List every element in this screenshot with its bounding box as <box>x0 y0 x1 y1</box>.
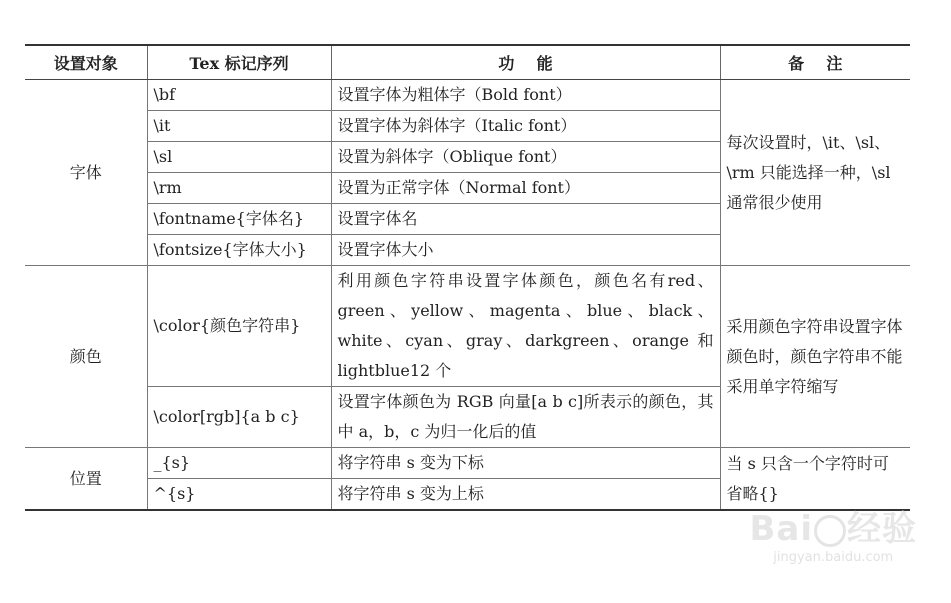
group-label-color: 颜色 <box>25 266 147 448</box>
tex-command: _{s} <box>147 448 331 479</box>
baidu-jingyan-watermark <box>749 501 917 565</box>
group-label-position: 位置 <box>25 448 147 511</box>
tex-command: \color{颜色字符串} <box>147 266 331 387</box>
tex-command: ^{s} <box>147 479 331 511</box>
function-description: 将字符串 s 变为下标 <box>331 448 720 479</box>
header-function: 功 能 <box>331 45 720 80</box>
tex-command: \it <box>147 111 331 142</box>
tex-markup-table <box>25 44 910 511</box>
watermark-logo: Bai 经验 <box>749 509 917 549</box>
watermark-url: jingyan.baidu.com <box>773 550 894 565</box>
group-label-font: 字体 <box>25 80 147 266</box>
group-note-position: 当 s 只含一个字符时可省略{} <box>720 448 910 511</box>
table-row <box>25 80 910 111</box>
group-note-color: 采用颜色字符串设置字体颜色时，颜色字符串不能采用单字符缩写 <box>720 266 910 448</box>
function-description: 设置字体为斜体字（Italic font） <box>331 111 720 142</box>
group-note-font: 每次设置时，\it、\sl、\rm 只能选择一种，\sl 通常很少使用 <box>720 80 910 266</box>
function-description: 设置为斜体字（Oblique font） <box>331 142 720 173</box>
function-description: 将字符串 s 变为上标 <box>331 479 720 511</box>
tex-command: \sl <box>147 142 331 173</box>
function-description: 设置字体为粗体字（Bold font） <box>331 80 720 111</box>
function-description: 利用颜色字符串设置字体颜色，颜色名有red、green、yellow、magenta、blue、black、white、cyan、gray、darkgreen、orange 和 lightblue12 个 <box>331 266 720 387</box>
tex-command: \fontname{字体名} <box>147 204 331 235</box>
function-description: 设置字体名 <box>331 204 720 235</box>
tex-command: \rm <box>147 173 331 204</box>
tex-command: \fontsize{字体大小} <box>147 235 331 266</box>
tex-command: \bf <box>147 80 331 111</box>
table-row <box>25 266 910 387</box>
header-tex-sequence: Tex 标记序列 <box>147 45 331 80</box>
header-note: 备 注 <box>720 45 910 80</box>
header-object: 设置对象 <box>25 45 147 80</box>
table-row <box>25 448 910 479</box>
function-description: 设置为正常字体（Normal font） <box>331 173 720 204</box>
function-description: 设置字体颜色为 RGB 向量[a b c]所表示的颜色，其中 a，b，c 为归一化后的值 <box>331 387 720 448</box>
tex-command: \color[rgb]{a b c} <box>147 387 331 448</box>
paw-icon <box>814 515 846 547</box>
header-row <box>25 45 910 80</box>
function-description: 设置字体大小 <box>331 235 720 266</box>
